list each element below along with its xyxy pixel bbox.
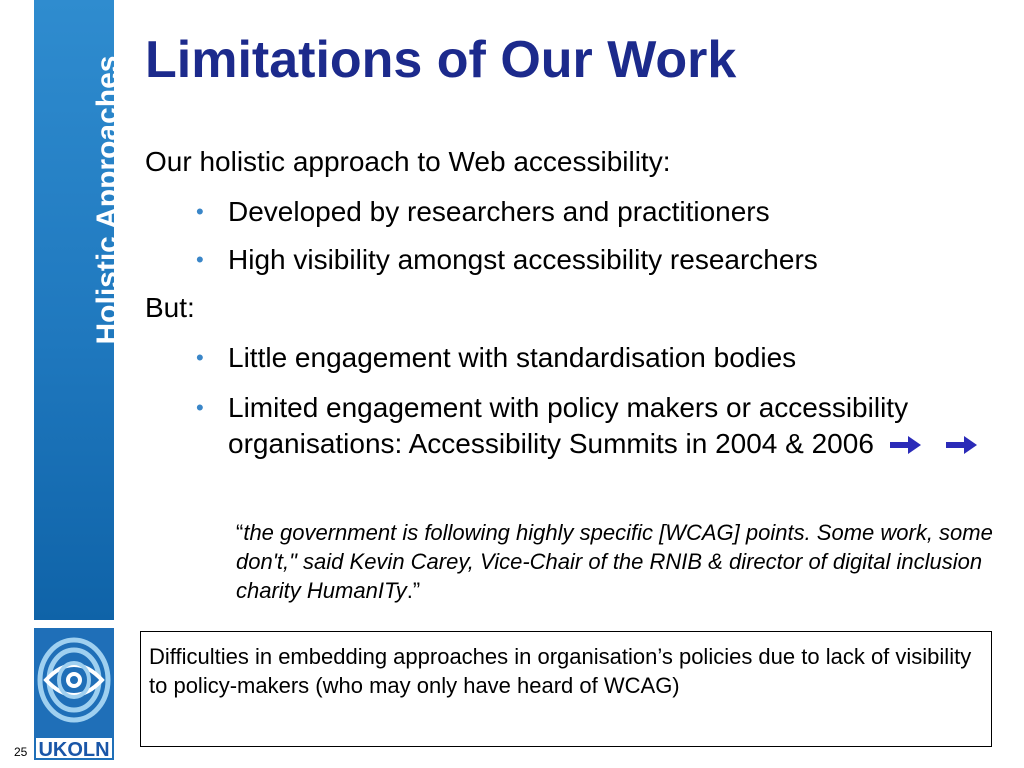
ukoln-logo (34, 628, 114, 760)
quote-text: the government is following highly specific [WCAG] points. Some work, some don't," said Kevin Carey, Vice-Chair of the RNIB & director of digital inclusion charity HumanITy (236, 520, 993, 603)
intro-text: Our holistic approach to Web accessibility: (145, 146, 671, 177)
bullet-icon: • (196, 199, 204, 224)
sidebar-label: Holistic Approaches (91, 55, 124, 345)
list-item-text: Little engagement with standardisation bodies (228, 342, 797, 373)
callout-box: Difficulties in embedding approaches in organisation’s policies due to lack of visibility to policy-makers (who may only have heard of WCAG) (140, 631, 992, 747)
logo-label: UKOLN (34, 736, 114, 760)
slide-number: 25 (14, 745, 28, 759)
logo-eye-icon (34, 628, 114, 734)
but-label: But: (145, 292, 195, 323)
list-item-text: Developed by researchers and practitioners (228, 196, 770, 227)
right-arrow-icon[interactable] (888, 428, 922, 464)
right-arrow-icon[interactable] (944, 428, 978, 464)
sidebar-band (34, 0, 124, 620)
bullet-icon: • (196, 345, 204, 370)
quote-open: “ (236, 520, 244, 545)
quote-close: .” (406, 578, 421, 603)
page-title: Limitations of Our Work (145, 31, 737, 89)
list-item-text: Limited engagement with policy makers or accessibility organisations: Accessibility Summits in 2004 & 2006 (228, 392, 909, 459)
bullet-icon: • (196, 395, 204, 420)
quote-block (236, 518, 996, 605)
list-item-text: High visibility amongst accessibility researchers (228, 244, 818, 275)
bullet-icon: • (196, 247, 204, 272)
